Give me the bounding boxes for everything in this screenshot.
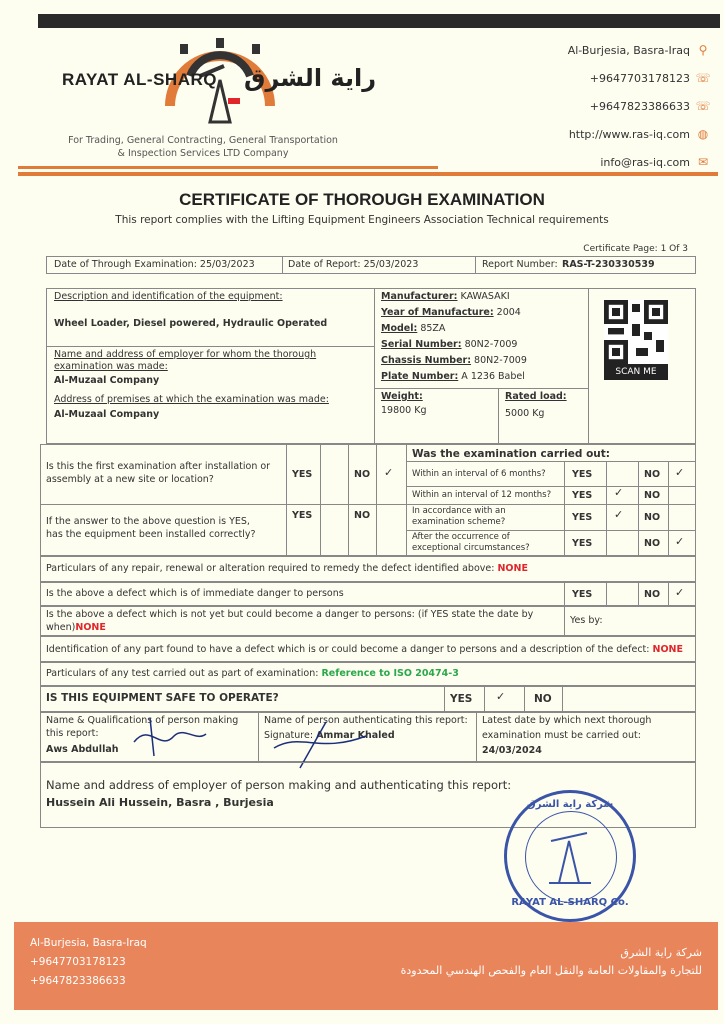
report-number: RAS-T-230330539 — [562, 259, 655, 270]
qr-divider — [588, 288, 589, 444]
imm-col-4 — [668, 582, 669, 606]
maker-label-1: Name & Qualifications of person making — [46, 715, 239, 726]
employer-value: Al-Muzaal Company — [54, 375, 160, 386]
plate-row: Plate Number: A 1236 Babel — [381, 371, 525, 382]
rated-load-value: 5000 Kg — [505, 408, 545, 419]
q-row-line-3 — [40, 504, 696, 505]
sig-col-2 — [476, 712, 477, 762]
q-col-l2 — [348, 444, 349, 556]
q-row-line-2 — [406, 486, 696, 487]
future-text-1: Is the above a defect which is not yet but could become a danger to persons: (if YES state the date by — [46, 609, 534, 620]
contact-list — [450, 36, 710, 176]
stamp-derrick-icon — [547, 829, 593, 885]
employer-label-2: examination was made: — [54, 361, 168, 372]
immediate-text: Is the above a defect which is of immediate danger to persons — [46, 588, 344, 599]
safe-col-3 — [524, 686, 525, 712]
qr-code-icon[interactable] — [604, 300, 668, 364]
first-exam-no-check: ✓ — [384, 466, 394, 479]
exceptional-q2: exceptional circumstances? — [412, 543, 530, 553]
year-row: Year of Manufacture: 2004 — [381, 307, 521, 318]
weight-divider — [374, 388, 588, 389]
maker-signature — [130, 712, 210, 760]
contact-address: Al-Burjesia, Basra-Iraq ⚲ — [450, 36, 710, 64]
maker-name: Aws Abdullah — [46, 744, 119, 755]
installed-no[interactable]: NO — [354, 510, 371, 521]
contact-phone-1: +9647703178123 ☏ — [589, 71, 711, 85]
interval-12-yes[interactable]: YES — [572, 490, 593, 501]
top-bar — [38, 14, 720, 28]
scheme-q1: In accordance with an — [412, 506, 506, 516]
interval-6-q: Within an interval of 6 months? — [412, 469, 546, 479]
serial-row: Serial Number: 80N2-7009 — [381, 339, 518, 350]
scheme-yes[interactable]: YES — [572, 512, 593, 523]
safe-yes-check: ✓ — [496, 690, 506, 703]
premises-value: Al-Muzaal Company — [54, 409, 160, 420]
interval-12-yes-check: ✓ — [614, 486, 624, 499]
exam-date: Date of Through Examination: 25/03/2023 — [54, 259, 255, 270]
employer-label-1: Name and address of employer for whom the thorough — [54, 349, 317, 360]
certificate-page-number: Certificate Page: 1 Of 3 — [583, 244, 688, 254]
q-col-2 — [606, 461, 607, 556]
email-icon: ✉ — [697, 155, 709, 169]
carried-out-title: Was the examination carried out: — [412, 448, 610, 460]
next-label-1: Latest date by which next thorough — [482, 715, 652, 726]
manufacturer-row: Manufacturer: KAWASAKI — [381, 291, 510, 302]
installed-q1: If the answer to the above question is YES, — [46, 516, 250, 527]
yes-by-label: Yes by: — [570, 615, 603, 626]
next-date: 24/03/2024 — [482, 745, 542, 756]
installed-q2: has the equipment been installed correctly? — [46, 529, 256, 540]
test-text: Particulars of any test carried out as part of examination: Reference to ISO 20474-3 — [46, 668, 459, 679]
interval-12-no[interactable]: NO — [644, 490, 661, 501]
certificate-title: CERTIFICATE OF THOROUGH EXAMINATION — [179, 190, 545, 209]
report-number-label: Report Number: — [482, 259, 558, 270]
installed-yes[interactable]: YES — [292, 510, 313, 521]
exceptional-q1: After the occurrence of — [412, 532, 510, 542]
globe-icon: ◍ — [697, 127, 709, 141]
contact-website[interactable]: http://www.ras-iq.com ◍ — [568, 127, 709, 141]
safe-no[interactable]: NO — [534, 693, 552, 705]
header-divider-top — [18, 166, 438, 169]
company-name-en: RAYAT AL-SHARQ — [62, 70, 217, 89]
repair-text: Particulars of any repair, renewal or alteration required to remedy the defect identified above: NONE — [46, 563, 528, 574]
location-pin-icon: ⚲ — [698, 43, 708, 57]
interval-6-no-check: ✓ — [675, 466, 685, 479]
phone-icon: ☏ — [695, 99, 711, 113]
weight-label: Weight: — [381, 391, 423, 402]
rated-load-label: Rated load: — [505, 391, 567, 402]
first-exam-yes[interactable]: YES — [292, 469, 313, 480]
company-tagline: For Trading, General Contracting, General Transportation & Inspection Services LTD Company — [68, 135, 338, 159]
identification-text: Identification of any part found to have a defect which is or could become a danger to persons and a description of the defect: NONE — [46, 644, 683, 655]
safe-col-2 — [484, 686, 485, 712]
q-col-1 — [564, 461, 565, 556]
sig-col-1 — [258, 712, 259, 762]
exceptional-yes[interactable]: YES — [572, 538, 593, 549]
maker-label-2: this report: — [46, 728, 99, 739]
premises-label: Address of premises at which the examination was made: — [54, 394, 329, 405]
scheme-q2: examination scheme? — [412, 517, 506, 527]
interval-12-q: Within an interval of 12 months? — [412, 490, 552, 500]
chassis-row: Chassis Number: 80N2-7009 — [381, 355, 527, 366]
q-col-l3 — [376, 444, 377, 556]
footer-contacts: Al-Burjesia, Basra-Iraq +9647703178123 +9647823386633 — [30, 937, 147, 987]
imm-col-2 — [606, 582, 607, 606]
employer-divider — [46, 346, 374, 347]
imm-col-1 — [564, 582, 565, 606]
first-exam-q1: Is this the first examination after installation or — [46, 461, 271, 472]
contact-phone-2: +9647823386633 ☏ — [589, 99, 711, 113]
safe-question: IS THIS EQUIPMENT SAFE TO OPERATE? — [46, 692, 279, 704]
scheme-yes-check: ✓ — [614, 508, 624, 521]
safe-yes[interactable]: YES — [450, 693, 473, 705]
safe-col-1 — [444, 686, 445, 712]
q-col-l1 — [320, 444, 321, 556]
certificate-subtitle: This report complies with the Lifting Equipment Engineers Association Technical requirements — [115, 214, 609, 226]
footer — [14, 922, 718, 1010]
q-col-4 — [668, 461, 669, 556]
future-col — [564, 606, 565, 636]
exceptional-no-check: ✓ — [675, 535, 685, 548]
immediate-yes[interactable]: YES — [572, 589, 593, 600]
imm-col-3 — [638, 582, 639, 606]
weight-value: 19800 Kg — [381, 405, 427, 416]
model-row: Model: 85ZA — [381, 323, 446, 334]
rated-divider — [498, 388, 499, 444]
interval-6-yes[interactable]: YES — [572, 469, 593, 480]
company-stamp — [504, 790, 636, 922]
future-text-2: when)NONE — [46, 622, 106, 633]
stamp-text-ar: شركة راية الشرق — [526, 799, 614, 810]
first-exam-q2: assembly at a new site or location? — [46, 474, 214, 485]
report-employer-value: Hussein Ali Hussein, Basra , Burjesia — [46, 796, 274, 809]
stamp-text-en: RAYAT AL-SHARQ Co. — [511, 897, 629, 908]
equipment-divider — [374, 288, 375, 444]
interval-6-no[interactable]: NO — [644, 469, 661, 480]
safe-col-4 — [562, 686, 563, 712]
q-row-line-4 — [406, 530, 696, 531]
immediate-no[interactable]: NO — [644, 589, 661, 600]
q-row-line-1 — [406, 461, 696, 462]
footer-company-ar: شركة راية الشرق للتجارة والمقاولات العامة والنقل العام والفحص الهندسي المحدودة — [400, 946, 702, 977]
auth-sig-row: Signature: Ammar Khaled — [264, 730, 395, 741]
desc-label: Description and identification of the equipment: — [54, 291, 283, 302]
q-col-3 — [638, 461, 639, 556]
scan-me-label: SCAN ME — [604, 364, 668, 380]
company-name-ar: راية الشرق — [244, 64, 377, 92]
first-exam-no[interactable]: NO — [354, 469, 371, 480]
desc-value: Wheel Loader, Diesel powered, Hydraulic Operated — [54, 318, 328, 329]
scheme-no[interactable]: NO — [644, 512, 661, 523]
q-divider-1 — [286, 444, 287, 556]
report-date: Date of Report: 25/03/2023 — [288, 259, 419, 270]
header-divider — [18, 172, 718, 176]
report-employer-label: Name and address of employer of person making and authenticating this report: — [46, 778, 512, 792]
phone-icon: ☏ — [695, 71, 711, 85]
next-label-2: examination must be carried out: — [482, 730, 641, 741]
immediate-no-check: ✓ — [675, 586, 685, 599]
contact-email[interactable]: info@ras-iq.com ✉ — [600, 155, 709, 169]
auth-label: Name of person authenticating this report: — [264, 715, 468, 726]
exceptional-no[interactable]: NO — [644, 538, 661, 549]
